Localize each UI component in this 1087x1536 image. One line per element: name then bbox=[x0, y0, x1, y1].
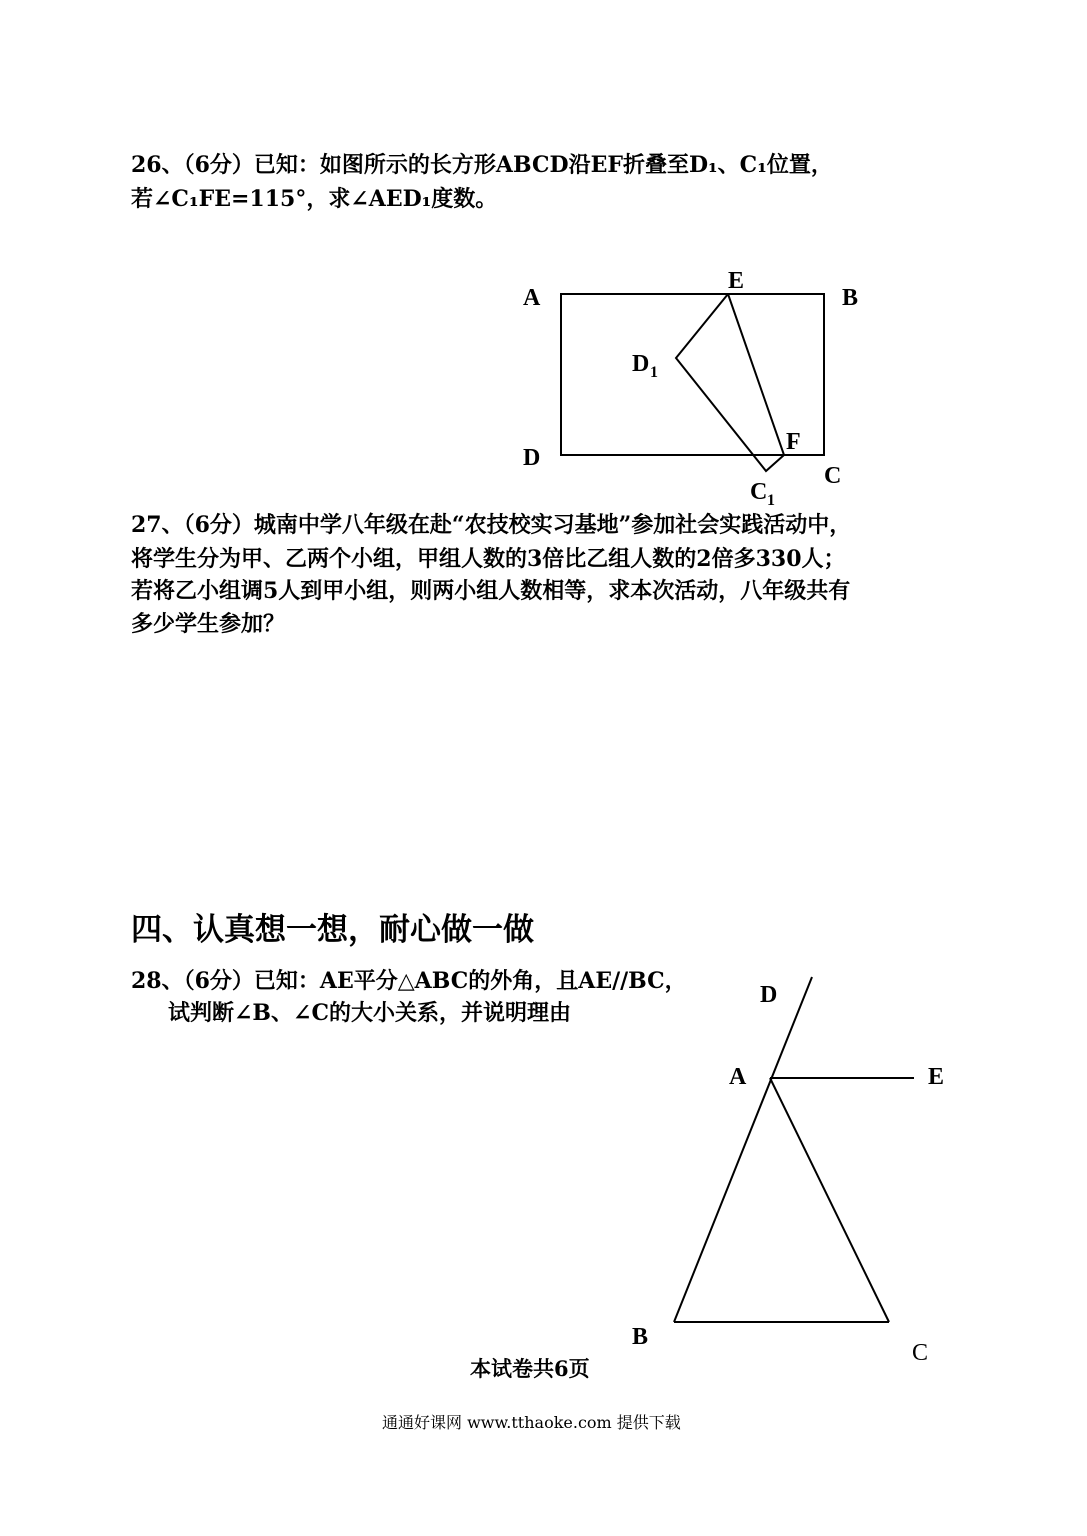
q28-text-line2: 试判断∠B、∠C的大小关系，并说明理由 bbox=[168, 1000, 571, 1026]
q28-label-b: B bbox=[632, 1324, 649, 1350]
label-b: B bbox=[842, 285, 859, 311]
label-a: A bbox=[523, 285, 541, 311]
q28-label-a: A bbox=[729, 1064, 747, 1090]
label-d1: D bbox=[632, 351, 650, 377]
q27-text-line2: 将学生分为甲、乙两个小组，甲组人数的3倍比乙组人数的2倍多330人； bbox=[131, 546, 846, 572]
q26-text-line2: 若∠C₁FE=115°，求∠AED₁度数。 bbox=[131, 186, 498, 212]
q28-label-c: C bbox=[912, 1340, 929, 1366]
q28-label-e: E bbox=[928, 1064, 945, 1090]
fold-line-ef bbox=[728, 294, 784, 455]
label-c1-subscript: 1 bbox=[767, 492, 775, 509]
q27-text-line1: 27、（6分）城南中学八年级在赴“农技校实习基地”参加社会实践活动中， bbox=[131, 512, 852, 538]
label-e: E bbox=[728, 268, 745, 294]
q27-text-line4: 多少学生参加？ bbox=[131, 611, 286, 637]
q27-text-line3: 若将乙小组调5人到甲小组，则两小组人数相等，求本次活动，八年级共有 bbox=[131, 578, 851, 604]
section-4-title: 四、认真想一想，耐心做一做 bbox=[131, 912, 534, 948]
label-c1: C bbox=[750, 479, 768, 505]
label-d: D bbox=[523, 445, 541, 471]
folded-part-e-d1-c1-f bbox=[676, 294, 784, 471]
page-count: 本试卷共6页 bbox=[470, 1356, 590, 1381]
label-f: F bbox=[786, 429, 801, 455]
side-ac bbox=[770, 1078, 889, 1322]
label-d1-subscript: 1 bbox=[650, 364, 658, 381]
ray-ad bbox=[674, 977, 812, 1322]
rectangle-abcd bbox=[561, 294, 824, 455]
q26-text-line1: 26、（6分）已知：如图所示的长方形ABCD沿EF折叠至D₁、C₁位置， bbox=[131, 152, 833, 178]
q28-text-line1: 28、（6分）已知：AE平分△ABC的外角，且AE//BC， bbox=[131, 968, 687, 994]
label-c: C bbox=[824, 463, 842, 489]
q28-label-d: D bbox=[760, 982, 778, 1008]
download-credit: 通通好课网 www.tthaoke.com 提供下载 bbox=[382, 1413, 681, 1432]
